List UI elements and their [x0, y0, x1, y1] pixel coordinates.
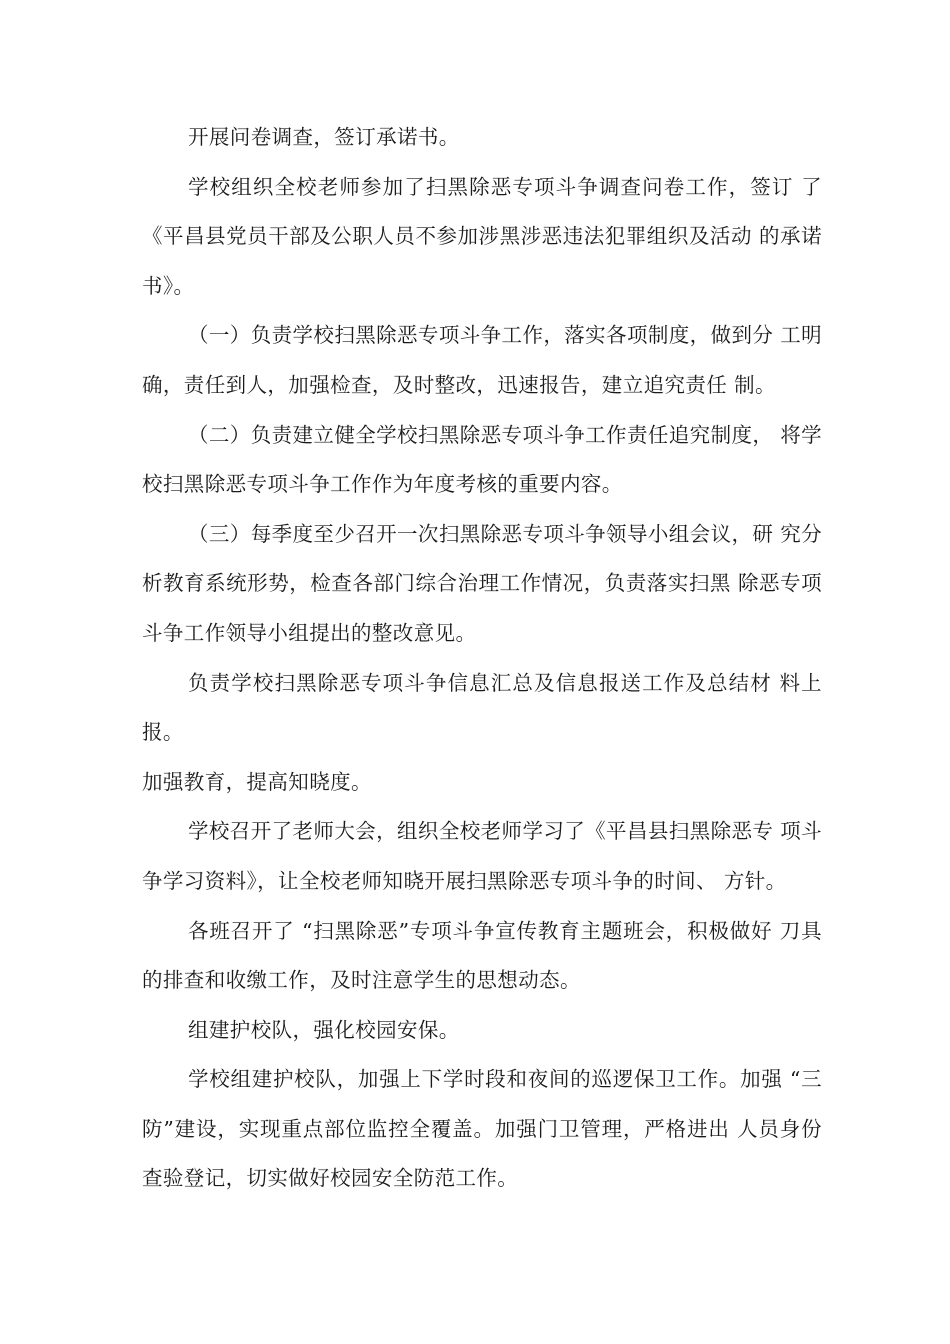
paragraph: 各班召开了 “扫黑除恶”专项斗争宣传教育主题班会，积极做好 刀具的排查和收缴工作，及时注意学生的思想动态。 [142, 918, 822, 993]
document-body [142, 113, 822, 1204]
paragraph: 学校组织全校老师参加了扫黑除恶专项斗争调查问卷工作，签订 了《平昌县党员干部及公职人员不参加涉黑涉恶违法犯罪组织及活动 的承诺书》。 [142, 174, 822, 298]
paragraph: 开展问卷调查，签订承诺书。 [188, 125, 460, 149]
paragraph: 负责学校扫黑除恶专项斗争信息汇总及信息报送工作及总结材 料上报。 [142, 670, 822, 745]
paragraph: （三）每季度至少召开一次扫黑除恶专项斗争领导小组会议，研 究分析教育系统形势，检查各部门综合治理工作情况，负责落实扫黑 除恶专项斗争工作领导小组提出的整改意见。 [142, 521, 822, 645]
paragraph: （一）负责学校扫黑除恶专项斗争工作，落实各项制度，做到分 工明确，责任到人，加强检查，及时整改，迅速报告，建立追究责任 制。 [142, 323, 822, 397]
paragraph: 学校召开了老师大会，组织全校老师学习了《平昌县扫黑除恶专 项斗争学习资料》，让全校老师知晓开展扫黑除恶专项斗争的时间、 方针。 [142, 819, 822, 893]
paragraph: 学校组建护校队，加强上下学时段和夜间的巡逻保卫工作。加强 “三防”建设，实现重点部位监控全覆盖。加强门卫管理，严格进出 人员身份查验登记，切实做好校园安全防范工作。 [142, 1067, 822, 1191]
section-heading: 组建护校队，强化校园安保。 [188, 1017, 460, 1042]
paragraph: （二）负责建立健全学校扫黑除恶专项斗争工作责任追究制度， 将学校扫黑除恶专项斗争工作作为年度考核的重要内容。 [142, 422, 822, 497]
section-heading: 加强教育，提高知晓度。 [142, 769, 372, 794]
